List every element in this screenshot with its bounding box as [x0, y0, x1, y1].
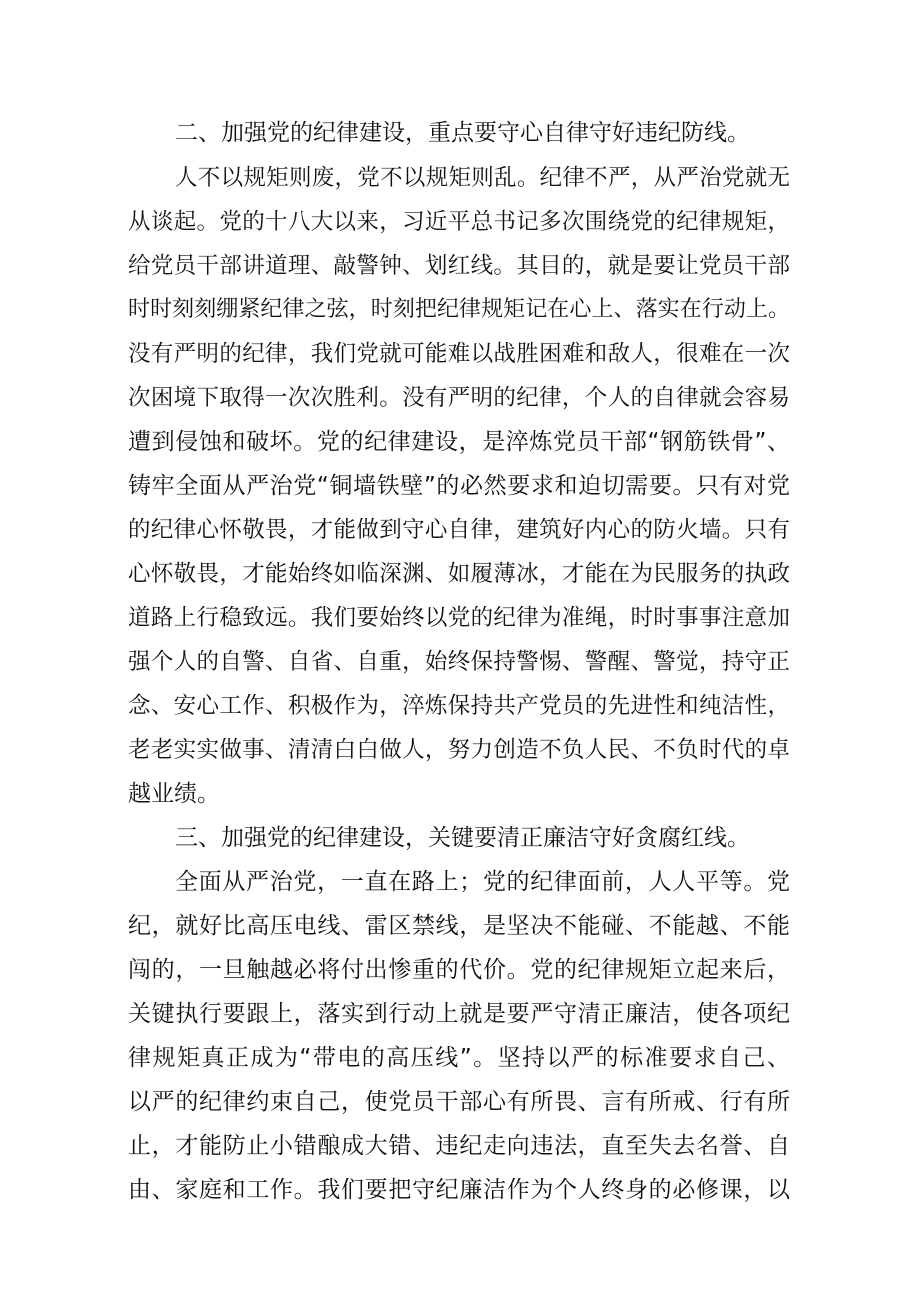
- paragraph-line: 心怀敬畏，才能始终如临深渊、如履薄冰，才能在为民服务的执政: [128, 561, 790, 587]
- paragraph-line: 闯的，一旦触越必将付出惨重的代价。党的纪律规矩立起来后，: [128, 957, 790, 983]
- paragraph-line: 人不以规矩则废，党不以规矩则乱。纪律不严，从严治党就无: [175, 165, 790, 191]
- paragraph-line: 道路上行稳致远。我们要始终以党的纪律为准绳，时时事事注意加: [128, 605, 790, 631]
- paragraph-line: 纪，就好比高压电线、雷区禁线，是坚决不能碰、不能越、不能: [128, 913, 790, 939]
- paragraph-line: 全面从严治党，一直在路上；党的纪律面前，人人平等。党: [175, 869, 790, 895]
- paragraph-line: 由、家庭和工作。我们要把守纪廉洁作为个人终身的必修课，以: [128, 1177, 790, 1203]
- paragraph-line: 念、安心工作、积极作为，淬炼保持共产党员的先进性和纯洁性，: [128, 693, 790, 719]
- paragraph-line: 时时刻刻绷紧纪律之弦，时刻把纪律规矩记在心上、落实在行动上。: [128, 297, 790, 322]
- paragraph-line: 次困境下取得一次次胜利。没有严明的纪律，个人的自律就会容易: [128, 385, 790, 411]
- paragraph-line: 没有严明的纪律，我们党就可能难以战胜困难和敌人，很难在一次: [128, 341, 790, 367]
- paragraph-line: 给党员干部讲道理、敲警钟、划红线。其目的，就是要让党员干部: [128, 253, 790, 279]
- paragraph-line: 从谈起。党的十八大以来，习近平总书记多次围绕党的纪律规矩，: [128, 209, 790, 235]
- paragraph-line: 越业绩。: [128, 781, 220, 807]
- paragraph-line: 强个人的自警、自省、自重，始终保持警惕、警醒、警觉，持守正: [128, 649, 790, 675]
- section-heading-3: 三、加强党的纪律建设，关键要清正廉洁守好贪腐红线。: [175, 825, 750, 851]
- paragraph-line: 律规矩真正成为“带电的高压线”。坚持以严的标准要求自己、: [128, 1045, 790, 1071]
- section-heading-2: 二、加强党的纪律建设，重点要守心自律守好违纪防线。: [175, 120, 750, 146]
- paragraph-line: 铸牢全面从严治党“铜墙铁壁”的必然要求和迫切需要。只有对党: [128, 473, 790, 499]
- paragraph-line: 的纪律心怀敬畏，才能做到守心自律，建筑好内心的防火墙。只有: [128, 517, 790, 543]
- paragraph-line: 关键执行要跟上，落实到行动上就是要严守清正廉洁，使各项纪: [128, 1001, 790, 1027]
- paragraph-line: 止，才能防止小错酿成大错、违纪走向违法，直至失去名誉、自: [128, 1133, 790, 1159]
- paragraph-line: 以严的纪律约束自己，使党员干部心有所畏、言有所戒、行有所: [128, 1089, 790, 1115]
- paragraph-line: 遭到侵蚀和破坏。党的纪律建设，是淬炼党员干部“钢筋铁骨”、: [128, 429, 790, 455]
- paragraph-line: 老老实实做事、清清白白做人，努力创造不负人民、不负时代的卓: [128, 737, 790, 763]
